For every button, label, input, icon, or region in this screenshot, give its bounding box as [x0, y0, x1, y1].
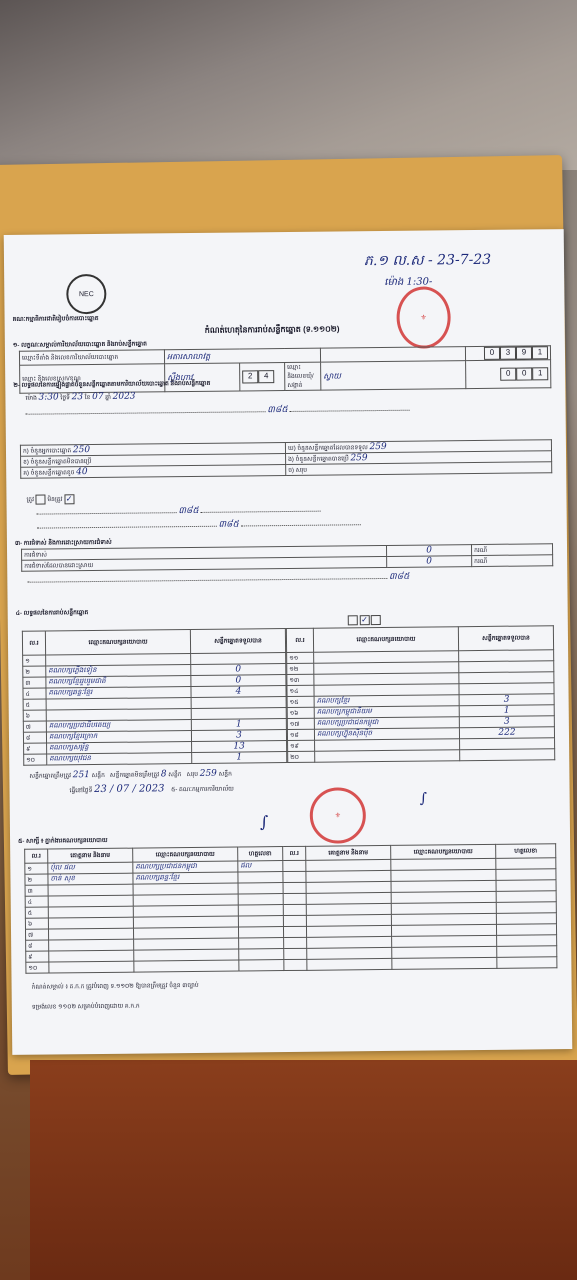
valid-total: 251 [72, 770, 90, 781]
vote-count: 222 [459, 727, 554, 739]
party-name: គណបក្សសម្ព័ន្ធ [47, 742, 192, 755]
row-number: ១១ [287, 652, 314, 663]
witness-empty-cell [496, 880, 556, 892]
row-number: ១៣ [287, 674, 314, 685]
witness-empty-cell [283, 882, 306, 893]
station-name-value: អគារសាលាវត្ត [164, 348, 320, 364]
checkbox-mismatch[interactable]: ✓ [65, 494, 73, 504]
witness-empty-cell [496, 902, 556, 914]
ballot-count-form [4, 229, 573, 1055]
witness-empty-cell [283, 926, 306, 937]
note-line-1: ៣៨៥ [26, 403, 410, 420]
row-number: ១២ [287, 663, 314, 674]
signer-line: ៣៨៥ [27, 571, 409, 588]
row-number: ៣ [23, 677, 46, 688]
witness-empty-cell [496, 913, 556, 925]
party-name: គណបក្សខ្មែររួបរួមជាតិ [46, 676, 191, 689]
witness-sign [238, 916, 283, 927]
witness-no: ៩ [26, 951, 49, 962]
count-time-line: ម៉ោង 3:30 ថ្ងៃទី 23 ខែ 07 ឆ្នាំ 2023 [25, 391, 136, 403]
section5-label: ៥- សាក្សី ៖ ភ្នាក់ងារគណបក្សនយោបាយ [18, 837, 108, 845]
vote-count [460, 749, 555, 761]
row-number: ១៧ [287, 718, 314, 729]
witness-empty-cell [497, 946, 557, 958]
vote-count: 13 [192, 741, 287, 753]
witness-no: ៧ [25, 929, 48, 940]
witness-party: គណបក្សប្រជាជនកម្ពុជា [133, 861, 238, 873]
row-number: ១ [23, 655, 46, 666]
witness-name: ចាន់ សុខ [48, 873, 133, 885]
station-name-label: ឈ្មោះទីតាំង និងលេខការិយាល័យបោះឆ្នោត [19, 350, 164, 366]
witness-sign [238, 927, 283, 938]
witness-sign [238, 872, 283, 883]
party-name: គណបក្សប្រជាធិបតេយ្យ [46, 720, 191, 733]
witness-empty-cell [307, 947, 392, 959]
party-name: គណបក្សកម្ពុជានិយម [314, 706, 459, 719]
table-surface [30, 1060, 577, 1280]
vote-count: 3 [459, 694, 554, 706]
witness-no: ១០ [26, 962, 49, 973]
commune-code: 2 4 [240, 363, 285, 391]
ballot-verification-table: ក) ចំនួនអ្នកបោះឆ្នោត 250 ឃ) ចំនួនសន្លឹកឆ្នោតដែលបានទទួល 259 ខ) ចំនួនសន្លឹកឆ្នោតមិនបានប្រើ ង) ចំនួនសន្លឹកឆ្នោតបានប្រើ 259 គ) ចំនួនសន្លឹកឆ្នោតខូច 40 ច) សរុប [20, 439, 552, 479]
row-number: ១៦ [287, 707, 314, 718]
witness-empty-cell [284, 937, 307, 948]
checkbox-row-4: ✓ [348, 615, 381, 625]
row-number: ៩ [24, 743, 47, 754]
vote-count: 4 [191, 686, 286, 698]
wall-background [0, 0, 577, 170]
witness-name [48, 884, 133, 896]
party-name: គណបក្សឆន្ទៈខ្មែរ [46, 687, 191, 700]
row-number: ៧ [23, 721, 46, 732]
section1-label: ១- លក្ខណៈសម្គាល់ការិយាល័យបោះឆ្នោត និងរាប់សន្លឹកឆ្នោត [12, 341, 147, 349]
witness-empty-cell [392, 957, 497, 969]
witness-no: ៦ [25, 918, 48, 929]
vote-count: 1 [191, 719, 286, 731]
witness-empty-cell [496, 891, 556, 903]
witness-sign [238, 894, 283, 905]
section4-label: ៤- លទ្ធផលនៃការរាប់សន្លឹកឆ្នោត [15, 610, 89, 617]
date-line: ធ្វើនៅថ្ងៃទី 23 / 07 / 2023 ៥- គណៈកម្មការការិយាល័យ [69, 783, 234, 796]
witness-empty-cell [307, 936, 392, 948]
objections-table: ការជំទាស់ 0 ករណី ការជំទាស់ដែលបានដោះស្រាយ 0 ករណី [21, 543, 553, 572]
district-label: ឈ្មោះ និងលេខស្រុក/ខណ្ឌ [20, 364, 165, 394]
witness-empty-cell [283, 871, 306, 882]
witness-empty-cell [496, 858, 556, 870]
footer-note: កំណត់សម្គាល់ ៖ ត.ក.ក ត្រូវបំពេញ ទ.១១០២ ឱ្យបានត្រឹមត្រូវ ចំនួន ៣ច្បាប់ [31, 982, 199, 991]
party-name: គណបក្សយុវជន [47, 753, 192, 766]
nec-logo: NEC [66, 274, 106, 314]
witness-empty-cell [497, 957, 557, 969]
witness-name: ប៉ុល ផល [48, 862, 133, 874]
vote-count: 1 [192, 752, 287, 764]
witness-empty-cell [496, 924, 556, 936]
witness-sign [239, 949, 284, 960]
result-row [288, 749, 555, 763]
witness-empty-cell [497, 935, 557, 947]
witness-no: ៥ [25, 907, 48, 918]
section3-label: ៣- ការជំទាស់ និងការដោះស្រាយការជំទាស់ [14, 539, 112, 547]
witness-empty-cell [307, 958, 392, 970]
vote-count: 3 [191, 730, 286, 742]
handwritten-time-note: ម៉ោង 1:30- [384, 276, 433, 288]
party-name: គណបក្សភ្លើងទៀន [46, 665, 191, 678]
witness-empty-cell [283, 893, 306, 904]
handwritten-note: ភ.១ ល.ស - 23-7-23 [363, 251, 492, 270]
party-name [315, 750, 460, 763]
signed-date: 23 / 07 / 2023 [94, 783, 165, 796]
row-number: ៦ [23, 710, 46, 721]
party-name: គណបក្សប្រជាជនកម្ពុជា [314, 717, 459, 730]
witness-empty-cell [306, 870, 391, 882]
witness-name [48, 928, 133, 940]
district-code: 0 0 1 [466, 360, 551, 389]
witness-empty-cell [306, 892, 391, 904]
official-stamp: ⚜ [396, 286, 451, 349]
section2-label: ២- លទ្ធផលនៃការផ្ទៀងផ្ទាត់ចំនួនសន្លឹកឆ្នោតតាមការិយាល័យបោះឆ្នោត និងរាប់សន្លឹកឆ្នោត [13, 380, 211, 389]
party-name: គណបក្សខ្មែរ [314, 695, 459, 708]
party-name: គណបក្សហ៊្វុនស៊ិនប៉ិច [314, 728, 459, 741]
witness-empty-cell [306, 914, 391, 926]
row-number: ១៩ [288, 740, 315, 751]
ballots-received: 259 [369, 441, 387, 453]
witness-empty-cell [306, 859, 391, 871]
witness-sign [239, 960, 284, 971]
party-name: គណបក្សខ្មែរក្រោក [46, 731, 191, 744]
row-number: ៥ [23, 699, 46, 710]
witness-sign [238, 905, 283, 916]
witness-name [48, 906, 133, 918]
witness-sign: ផល [238, 861, 283, 872]
totals-line: សន្លឹកឆ្នោតត្រឹមត្រូវ 251 សន្លឹក សន្លឹកឆ្នោតមិនត្រឹមត្រូវ 8 សន្លឹក សរុប 259 សន្លឹក [29, 768, 232, 781]
witness-table: ល.រ គោត្តនាម និងនាម ឈ្មោះគណបក្សនយោបាយ ហត្ថលេខា ល.រ គោត្តនាម និងនាម ឈ្មោះគណបក្សនយោបាយ ហត្ថលេខា ១ ប៉ុល ផល គណបក្សប្រជាជនកម្ពុជា ផល ២ ចាន់ សុខ គណបក្សឆន្ទៈខ្មែរ ៣ ៤ ៥ ៦ ៧ ៨ ៩ ១០ [24, 843, 557, 974]
witness-sign [239, 938, 284, 949]
objections-count: 0 [386, 545, 471, 557]
witness-empty-cell [284, 948, 307, 959]
commission-name: គណៈកម្មាធិការជាតិរៀបចំការបោះឆ្នោត [12, 315, 99, 323]
witness-empty-cell [306, 881, 391, 893]
witness-name [48, 917, 133, 929]
commune-label: ឈ្មោះ និងលេខឃុំ/សង្កាត់ [285, 362, 321, 390]
vote-count: 0 [191, 664, 286, 676]
form-code: ទម្រង់លេខ ១១០២ សម្រាប់បំពេញដោយ គ.ក.ក [31, 1003, 140, 1011]
secretary-signature: ∫ [419, 790, 428, 807]
witness-name [49, 961, 134, 973]
chief-signature: ∫ [259, 812, 269, 832]
invalid-total: 8 [160, 769, 167, 780]
results-table-right: ល.រ ឈ្មោះគណបក្សនយោបាយ សន្លឹកឆ្នោតទទួលបាន ១១ ១២ ១៣ ១៤ ១៥ គណបក្សខ្មែរ 3 ១៦ គណបក្សកម្ពុជានិយម 1 ១៧ គណបក្សប្រជាជនកម្ពុជា 3 ១៨ គណបក្សហ៊្វុនស៊ិនប៉ិច 222 ១៩ ២០ [286, 625, 555, 763]
witness-no: ១ [25, 863, 48, 874]
checkbox-match[interactable] [36, 495, 46, 505]
witness-no: ៤ [25, 896, 48, 907]
row-number: ១៨ [287, 729, 314, 740]
ballots-used: 259 [350, 453, 368, 464]
vote-count: 1 [459, 705, 554, 717]
registered-voters: 250 [72, 445, 91, 456]
witness-empty-cell [284, 959, 307, 970]
witness-party [134, 960, 239, 972]
witness-no: ៣ [25, 885, 48, 896]
result-row [24, 752, 287, 766]
witness-empty-cell [496, 869, 556, 881]
witness-no: ៨ [26, 940, 49, 951]
form-title: កំណត់ហេតុនៃការរាប់សន្លឹកឆ្នោត (ទ.១១០២) [204, 324, 340, 335]
row-number: ៨ [23, 732, 46, 743]
commune-value: ស្វាយ [321, 361, 466, 391]
ballots-spoiled: 40 [76, 467, 88, 478]
witness-name [48, 895, 133, 907]
station-code: 0 3 9 1 [465, 346, 550, 361]
note-line-3: ៣៨៥ [37, 517, 361, 533]
witness-empty-cell [283, 860, 306, 871]
witness-name [49, 950, 134, 962]
witness-empty-cell [306, 903, 391, 915]
witness-empty-cell [306, 925, 391, 937]
grand-total: 259 [199, 768, 217, 779]
row-number: ២ [23, 666, 46, 677]
note-line-2: ៣៨៥ [37, 504, 321, 520]
results-table-left: ល.រ ឈ្មោះគណបក្សនយោបាយ សន្លឹកឆ្នោតទទួលបាន ១ ២ គណបក្សភ្លើងទៀន 0 ៣ គណបក្សខ្មែររួបរួមជាតិ 0 ៤ គណបក្សឆន្ទៈខ្មែរ 4 ៥ ៦ ៧ គណបក្សប្រជាធិបតេយ្យ 1 ៨ គណបក្សខ្មែរក្រោក 3 ៩ គណបក្សសម្ព័ន្ធ 13 ១០ គណបក្សយុវជន 1 [22, 628, 287, 766]
row-number: ៤ [23, 688, 46, 699]
commission-stamp: ⚜ [310, 787, 367, 844]
witness-empty-cell [283, 904, 306, 915]
row-number: ២០ [288, 751, 315, 762]
district-value: ស្ទឹងហាវ [165, 363, 240, 392]
vote-count: 3 [459, 716, 554, 728]
witness-no: ២ [25, 874, 48, 885]
vote-count: 0 [191, 675, 286, 687]
witness-name [49, 939, 134, 951]
row-number: ១៥ [287, 696, 314, 707]
witness-sign [238, 883, 283, 894]
witness-party: គណបក្សឆន្ទៈខ្មែរ [133, 872, 238, 884]
row-number: ១៤ [287, 685, 314, 696]
row-number: ១០ [24, 754, 47, 765]
checkbox-line: ត្រូវ មិនត្រូវ ✓ [26, 494, 73, 504]
resolved-count: 0 [387, 556, 472, 568]
witness-empty-cell [283, 915, 306, 926]
